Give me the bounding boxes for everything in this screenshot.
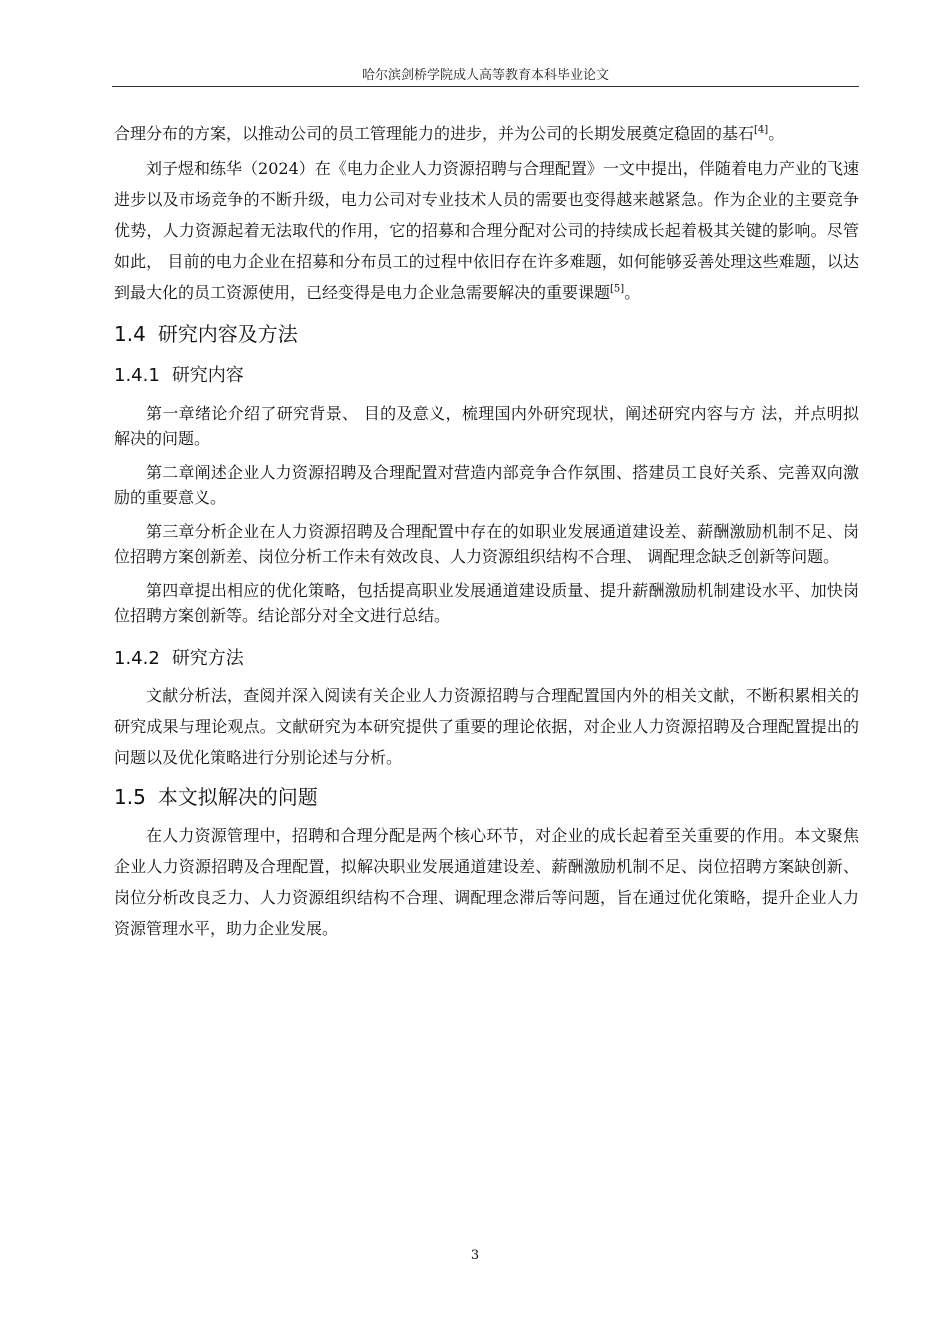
paragraph-problems: 在人力资源管理中，招聘和合理分配是两个核心环节，对企业的成长起着至关重要的作用。本文聚焦企业人力资源招聘及合理配置，拟解决职业发展通道建设差、薪酬激励机制不足、岗位招聘方案缺创新、岗位分析改良乏力、人力资源组织结构不合理、调配理念滞后等问题，旨在通过优化策略，提升企业人力资源管理水平，助力企业发展。 <box>114 826 859 938</box>
page-number: 3 <box>470 1248 480 1263</box>
section-heading-1-5 <box>114 781 859 810</box>
section-title: 研究内容及方法 <box>157 322 298 346</box>
header-rule <box>112 86 859 87</box>
citation-ref: [5] <box>610 283 625 295</box>
section-heading-1-4 <box>114 318 859 347</box>
paragraph-text: 刘子煜和练华（2024）在《电力企业人力资源招聘与合理配置》一文中提出，伴随着电力产业的飞速进步以及市场竞争的不断升级，电力公司对专业技术人员的需要也变得越来越紧急。作为企业的主要竞争优势，人力资源起着无法取代的作用，它的招募和合理分配对公司的持续成长起着极其关键的影响。尽管如此， 目前的电力企业在招募和分布员工的过程中依旧存在许多难题，如何能够妥善处理这些难题，以达到最大化的员工资源使用，已经变得是电力企业急需要解决的重要课题 <box>114 159 859 302</box>
paragraph-research-method: 文献分析法，查阅并深入阅读有关企业人力资源招聘与合理配置国内外的相关文献，不断积累相关的研究成果与理论观点。文献研究为本研究提供了重要的理论依据，对企业人力资源招聘及合理配置提出的问题以及优化策略进行分别论述与分析。 <box>114 686 859 767</box>
paragraph-chapter-2: 第二章阐述企业人力资源招聘及合理配置对营造内部竞争合作氛围、搭建员工良好关系、完善双向激励的重要意义。 <box>114 463 859 507</box>
subsection-title: 研究方法 <box>171 648 244 669</box>
citation-ref: [4] <box>754 124 769 136</box>
paragraph-liu-zixu <box>114 153 859 308</box>
paragraph-chapter-4: 第四章提出相应的优化策略，包括提高职业发展通道建设质量、提升薪酬激励机制建设水平、加快岗位招聘方案创新等。结论部分对全文进行总结。 <box>114 581 859 625</box>
subsection-title: 研究内容 <box>171 365 244 386</box>
section-number: 1.5 <box>114 785 146 809</box>
subsection-number: 1.4.2 <box>114 648 160 669</box>
page-body <box>114 118 859 944</box>
paragraph-chapter-1: 第一章绪论介绍了研究背景、 目的及意义，梳理国内外研究现状，阐述研究内容与方 法，并点明拟解决的问题。 <box>114 404 859 448</box>
subsection-heading-1-4-1 <box>114 361 859 387</box>
paragraph-end: 。 <box>768 124 785 143</box>
paragraph-text: 合理分布的方案，以推动公司的员工管理能力的进步，并为公司的长期发展奠定稳固的基石 <box>114 124 755 143</box>
running-header: 哈尔滨剑桥学院成人高等教育本科毕业论文 <box>361 68 609 83</box>
subsection-number: 1.4.1 <box>114 365 160 386</box>
section-title: 本文拟解决的问题 <box>157 785 318 809</box>
paragraph-chapter-3: 第三章分析企业在人力资源招聘及合理配置中存在的如职业发展通道建设差、薪酬激励机制不足、岗位招聘方案创新差、岗位分析工作未有效改良、人力资源组织结构不合理、 调配理念缺乏创新等问题。 <box>114 522 859 566</box>
subsection-heading-1-4-2 <box>114 644 859 670</box>
paragraph-continuation <box>114 118 859 149</box>
section-number: 1.4 <box>114 322 146 346</box>
paragraph-end: 。 <box>624 283 641 302</box>
